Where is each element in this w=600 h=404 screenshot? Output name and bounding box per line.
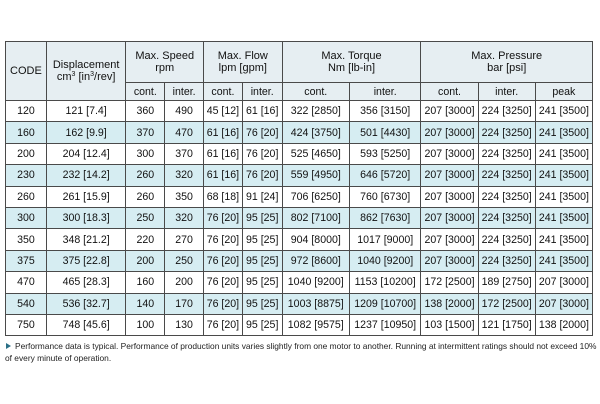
table-cell: 1237 [10950]: [349, 314, 420, 335]
table-cell: 241 [3500]: [535, 186, 592, 207]
table-row: [6, 272, 593, 293]
subheader-torque-cont: cont.: [282, 83, 349, 101]
table-cell: 300: [126, 143, 165, 164]
table-cell: 241 [3500]: [535, 250, 592, 271]
table-cell: 76 [20]: [242, 122, 282, 143]
table-cell: 241 [3500]: [535, 165, 592, 186]
cell-code: 230: [6, 165, 47, 186]
table-cell: 1209 [10700]: [349, 293, 420, 314]
header-max-torque: Max. Torque Nm [lb-in]: [282, 42, 421, 83]
table-cell: 241 [3500]: [535, 143, 592, 164]
table-cell: 646 [5720]: [349, 165, 420, 186]
header-displacement-line1: Displacement: [52, 59, 120, 71]
table-row: [6, 207, 593, 228]
subheader-speed-inter: inter.: [165, 83, 204, 101]
table-cell: 224 [3250]: [478, 186, 535, 207]
table-row: [6, 186, 593, 207]
table-cell: 559 [4950]: [282, 165, 349, 186]
table-cell: 348 [21.2]: [46, 229, 126, 250]
cell-code: 200: [6, 143, 47, 164]
table-cell: 76 [20]: [204, 207, 243, 228]
table-cell: 76 [20]: [242, 165, 282, 186]
table-cell: 241 [3500]: [535, 207, 592, 228]
table-cell: 270: [165, 229, 204, 250]
table-cell: 95 [25]: [242, 314, 282, 335]
table-cell: 250: [165, 250, 204, 271]
cell-code: 120: [6, 101, 47, 122]
table-row: [6, 101, 593, 122]
table-cell: 76 [20]: [242, 143, 282, 164]
table-cell: 224 [3250]: [478, 143, 535, 164]
table-cell: 138 [2000]: [535, 314, 592, 335]
subheader-torque-inter: inter.: [349, 83, 420, 101]
table-cell: 706 [6250]: [282, 186, 349, 207]
table-cell: 172 [2500]: [421, 272, 478, 293]
table-cell: 220: [126, 229, 165, 250]
subheader-flow-cont: cont.: [204, 83, 243, 101]
table-cell: 95 [25]: [242, 229, 282, 250]
table-cell: 61 [16]: [204, 165, 243, 186]
table-cell: 189 [2750]: [478, 272, 535, 293]
cell-code: 260: [6, 186, 47, 207]
table-cell: 465 [28.3]: [46, 272, 126, 293]
table-cell: 300 [18.3]: [46, 207, 126, 228]
table-cell: 76 [20]: [204, 293, 243, 314]
table-cell: 748 [45.6]: [46, 314, 126, 335]
performance-table-wrapper: [5, 41, 593, 336]
table-cell: 207 [3000]: [421, 165, 478, 186]
table-cell: 536 [32.7]: [46, 293, 126, 314]
table-row: [6, 229, 593, 250]
cell-code: 350: [6, 229, 47, 250]
table-cell: 1082 [9575]: [282, 314, 349, 335]
table-cell: 501 [4430]: [349, 122, 420, 143]
table-cell: 360: [126, 101, 165, 122]
table-cell: 370: [126, 122, 165, 143]
table-cell: 356 [3150]: [349, 101, 420, 122]
table-cell: 1153 [10200]: [349, 272, 420, 293]
table-row: [6, 122, 593, 143]
table-cell: 207 [3000]: [421, 143, 478, 164]
table-cell: 760 [6730]: [349, 186, 420, 207]
table-cell: 470: [165, 122, 204, 143]
table-body: [6, 101, 593, 336]
table-cell: 241 [3500]: [535, 122, 592, 143]
table-cell: 76 [20]: [204, 229, 243, 250]
table-cell: 121 [7.4]: [46, 101, 126, 122]
table-cell: 95 [25]: [242, 272, 282, 293]
table-cell: 260: [126, 186, 165, 207]
table-cell: 95 [25]: [242, 250, 282, 271]
subheader-pressure-peak: peak: [535, 83, 592, 101]
table-cell: 224 [3250]: [478, 207, 535, 228]
table-cell: 200: [126, 250, 165, 271]
cell-code: 470: [6, 272, 47, 293]
table-cell: 241 [3500]: [535, 101, 592, 122]
table-cell: 261 [15.9]: [46, 186, 126, 207]
table-cell: 207 [3000]: [421, 186, 478, 207]
table-cell: 76 [20]: [204, 250, 243, 271]
table-cell: 45 [12]: [204, 101, 243, 122]
table-cell: 525 [4650]: [282, 143, 349, 164]
cell-code: 750: [6, 314, 47, 335]
table-cell: 224 [3250]: [478, 229, 535, 250]
table-row: [6, 165, 593, 186]
table-cell: 207 [3000]: [535, 293, 592, 314]
table-cell: 490: [165, 101, 204, 122]
subheader-pressure-cont: cont.: [421, 83, 478, 101]
table-cell: 138 [2000]: [421, 293, 478, 314]
header-max-flow: Max. Flow lpm [gpm]: [204, 42, 283, 83]
table-cell: 862 [7630]: [349, 207, 420, 228]
table-row: [6, 314, 593, 335]
header-max-pressure: Max. Pressure bar [psi]: [421, 42, 593, 83]
table-cell: 207 [3000]: [421, 250, 478, 271]
subheader-flow-inter: inter.: [242, 83, 282, 101]
table-cell: 375 [22.8]: [46, 250, 126, 271]
table-cell: 95 [25]: [242, 293, 282, 314]
cell-code: 375: [6, 250, 47, 271]
table-cell: 322 [2850]: [282, 101, 349, 122]
table-cell: 224 [3250]: [478, 101, 535, 122]
table-cell: 95 [25]: [242, 207, 282, 228]
table-row: [6, 293, 593, 314]
table-cell: 200: [165, 272, 204, 293]
table-cell: 76 [20]: [204, 314, 243, 335]
table-cell: 802 [7100]: [282, 207, 349, 228]
table-cell: 224 [3250]: [478, 122, 535, 143]
table-row: [6, 143, 593, 164]
cell-code: 540: [6, 293, 47, 314]
table-cell: 904 [8000]: [282, 229, 349, 250]
table-cell: 162 [9.9]: [46, 122, 126, 143]
cell-code: 160: [6, 122, 47, 143]
table-cell: 103 [1500]: [421, 314, 478, 335]
table-cell: 1017 [9000]: [349, 229, 420, 250]
table-cell: 121 [1750]: [478, 314, 535, 335]
table-cell: 204 [12.4]: [46, 143, 126, 164]
table-cell: 972 [8600]: [282, 250, 349, 271]
table-cell: 224 [3250]: [478, 165, 535, 186]
cell-code: 300: [6, 207, 47, 228]
table-cell: 1040 [9200]: [349, 250, 420, 271]
table-cell: 350: [165, 186, 204, 207]
subheader-speed-cont: cont.: [126, 83, 165, 101]
table-cell: 207 [3000]: [535, 272, 592, 293]
header-displacement: [46, 42, 126, 101]
table-cell: 207 [3000]: [421, 122, 478, 143]
triangle-bullet-icon: [6, 343, 11, 349]
table-cell: 61 [16]: [204, 122, 243, 143]
table-cell: 260: [126, 165, 165, 186]
table-cell: 320: [165, 207, 204, 228]
table-cell: 160: [126, 272, 165, 293]
table-cell: 224 [3250]: [478, 250, 535, 271]
table-cell: 140: [126, 293, 165, 314]
table-row: [6, 250, 593, 271]
table-cell: 207 [3000]: [421, 229, 478, 250]
table-cell: 250: [126, 207, 165, 228]
table-cell: 1040 [9200]: [282, 272, 349, 293]
table-cell: 68 [18]: [204, 186, 243, 207]
table-cell: 207 [3000]: [421, 101, 478, 122]
table-cell: 370: [165, 143, 204, 164]
header-displacement-line2: $cm^3$ $[in^3/rev]$: [56, 71, 116, 83]
table-cell: 172 [2500]: [478, 293, 535, 314]
table-cell: 76 [20]: [204, 272, 243, 293]
table-cell: 130: [165, 314, 204, 335]
table-cell: 1003 [8875]: [282, 293, 349, 314]
table-cell: 424 [3750]: [282, 122, 349, 143]
table-cell: 61 [16]: [242, 101, 282, 122]
table-cell: 232 [14.2]: [46, 165, 126, 186]
table-cell: 241 [3500]: [535, 229, 592, 250]
table-cell: 100: [126, 314, 165, 335]
header-max-speed: Max. Speed rpm: [126, 42, 204, 83]
note-text: Performance data is typical. Performance of production units varies slightly from one motor to another. Running at intermittent ratings should not exceed 10% of every minute of operation.: [5, 341, 597, 363]
table-cell: 593 [5250]: [349, 143, 420, 164]
performance-table: [5, 41, 593, 336]
table-cell: 170: [165, 293, 204, 314]
performance-note: [5, 340, 597, 364]
header-code: CODE: [6, 42, 47, 101]
table-cell: 61 [16]: [204, 143, 243, 164]
table-cell: 91 [24]: [242, 186, 282, 207]
table-cell: 320: [165, 165, 204, 186]
table-cell: 207 [3000]: [421, 207, 478, 228]
subheader-pressure-inter: inter.: [478, 83, 535, 101]
